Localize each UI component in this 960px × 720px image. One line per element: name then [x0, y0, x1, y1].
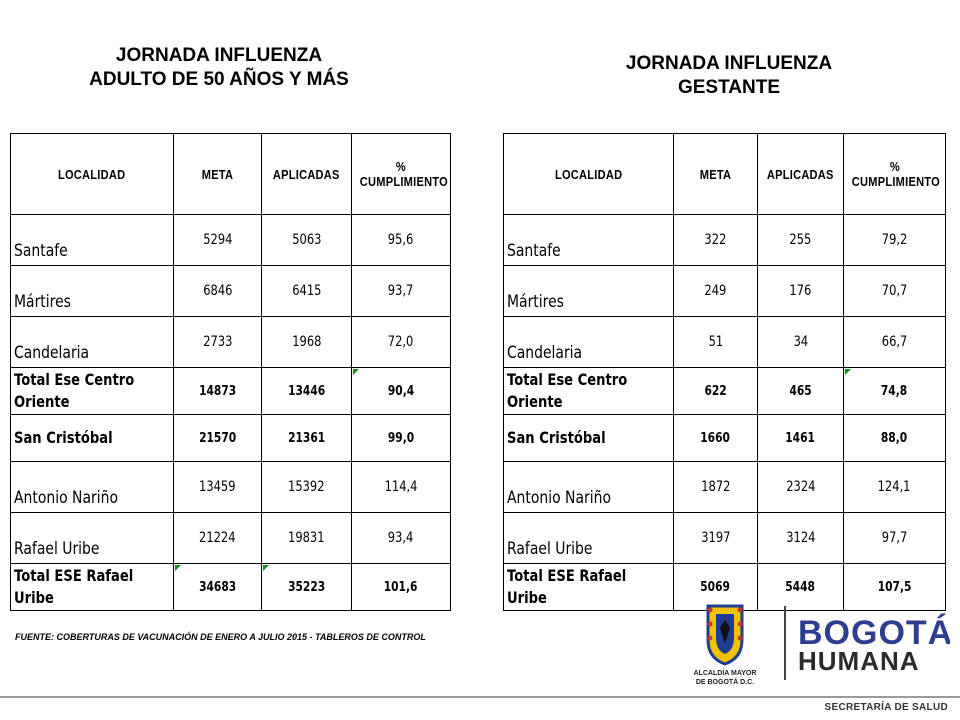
cell-cumplimiento: 101,6: [352, 564, 451, 611]
cell-localidad: Rafael Uribe: [11, 513, 174, 564]
cell-localidad: Mártires: [504, 266, 674, 317]
cell-localidad: San Cristóbal: [11, 415, 174, 462]
cell-meta: 1872: [674, 462, 758, 513]
alcaldia-logo-block: [680, 600, 950, 690]
left-table-title: [14, 44, 424, 92]
footer-divider: [0, 696, 960, 698]
cell-aplicadas: 19831: [262, 513, 352, 564]
cell-cumplimiento: 124,1: [844, 462, 946, 513]
cell-aplicadas: 1968: [262, 317, 352, 368]
cell-meta: 34683: [174, 564, 262, 611]
cell-meta: 13459: [174, 462, 262, 513]
cell-aplicadas: 5063: [262, 215, 352, 266]
table-row: [504, 317, 946, 368]
logo-divider: [784, 606, 786, 680]
cell-cumplimiento: 114,4: [352, 462, 451, 513]
cell-meta: 21570: [174, 415, 262, 462]
cell-localidad: Total Ese Centro Oriente: [11, 368, 174, 415]
table-header-row: [504, 134, 946, 215]
cell-aplicadas: 465: [758, 368, 844, 415]
table-row: [504, 513, 946, 564]
brand-humana-text: HUMANA: [798, 646, 920, 676]
cell-localidad: Total ESE Rafael Uribe: [11, 564, 174, 611]
cell-cumplimiento: 79,2: [844, 215, 946, 266]
left-title-line2: ADULTO DE 50 AÑOS Y MÁS: [89, 69, 349, 90]
table-row: [11, 317, 451, 368]
table-header-row: [11, 134, 451, 215]
header-localidad: LOCALIDAD: [11, 134, 174, 215]
cell-aplicadas: 35223: [262, 564, 352, 611]
cell-meta: 622: [674, 368, 758, 415]
table-row: [11, 513, 451, 564]
table-row: [504, 215, 946, 266]
table-row-total: [504, 368, 946, 415]
header-cumplimiento: % CUMPLIMIENTO: [844, 134, 946, 215]
cell-meta: 14873: [174, 368, 262, 415]
cell-localidad: Total Ese Centro Oriente: [504, 368, 674, 415]
cell-cumplimiento: 99,0: [352, 415, 451, 462]
cell-cumplimiento: 107,5: [844, 564, 946, 611]
cell-meta: 5294: [174, 215, 262, 266]
table-row: [11, 462, 451, 513]
cell-meta: 21224: [174, 513, 262, 564]
cell-aplicadas: 2324: [758, 462, 844, 513]
logo-svg: [680, 600, 950, 690]
cell-localidad: Total ESE Rafael Uribe: [504, 564, 674, 611]
cell-cumplimiento: 74,8: [844, 368, 946, 415]
cell-localidad: Mártires: [11, 266, 174, 317]
cell-cumplimiento: 66,7: [844, 317, 946, 368]
header-aplicadas: APLICADAS: [758, 134, 844, 215]
cell-meta: 3197: [674, 513, 758, 564]
cell-localidad: Antonio Nariño: [504, 462, 674, 513]
header-meta: META: [174, 134, 262, 215]
table-row-total: [11, 368, 451, 415]
table-row: [504, 415, 946, 462]
cell-aplicadas: 15392: [262, 462, 352, 513]
right-table-title: [500, 52, 958, 100]
data-source-note: FUENTE: COBERTURAS DE VACUNACIÓN DE ENERO A JULIO 2015 - TABLEROS DE CONTROL: [15, 632, 426, 642]
alcaldia-text-line2: DE BOGOTÁ D.C.: [695, 679, 755, 686]
cell-localidad: San Cristóbal: [504, 415, 674, 462]
table-row: [11, 266, 451, 317]
table-row: [11, 415, 451, 462]
cell-meta: 5069: [674, 564, 758, 611]
brand-bogota-text: BOGOTÁ: [798, 614, 950, 652]
right-title-line1: JORNADA INFLUENZA: [625, 53, 833, 74]
header-cumplimiento: % CUMPLIMIENTO: [352, 134, 451, 215]
cell-meta: 1660: [674, 415, 758, 462]
cell-cumplimiento: 90,4: [352, 368, 451, 415]
cell-localidad: Antonio Nariño: [11, 462, 174, 513]
cell-aplicadas: 176: [758, 266, 844, 317]
cell-aplicadas: 255: [758, 215, 844, 266]
bogota-coat-of-arms-icon: [708, 606, 743, 664]
cell-localidad: Candelaria: [504, 317, 674, 368]
secretaria-label: SECRETARÍA DE SALUD: [824, 702, 948, 713]
left-title-line1: JORNADA INFLUENZA: [115, 45, 323, 66]
table-row: [11, 215, 451, 266]
cell-cumplimiento: 72,0: [352, 317, 451, 368]
table-row: [504, 462, 946, 513]
cell-meta: 322: [674, 215, 758, 266]
cell-localidad: Santafe: [504, 215, 674, 266]
cell-localidad: Rafael Uribe: [504, 513, 674, 564]
adultos-coverage-table: [10, 133, 451, 611]
cell-meta: 249: [674, 266, 758, 317]
cell-meta: 6846: [174, 266, 262, 317]
cell-aplicadas: 3124: [758, 513, 844, 564]
cell-aplicadas: 34: [758, 317, 844, 368]
table-row-total: [11, 564, 451, 611]
gestantes-coverage-table: [503, 133, 946, 611]
cell-meta: 2733: [174, 317, 262, 368]
cell-aplicadas: 6415: [262, 266, 352, 317]
cell-aplicadas: 21361: [262, 415, 352, 462]
cell-cumplimiento: 70,7: [844, 266, 946, 317]
cell-meta: 51: [674, 317, 758, 368]
cell-localidad: Candelaria: [11, 317, 174, 368]
table-row: [504, 266, 946, 317]
cell-aplicadas: 13446: [262, 368, 352, 415]
header-localidad: LOCALIDAD: [504, 134, 674, 215]
cell-cumplimiento: 97,7: [844, 513, 946, 564]
cell-cumplimiento: 93,7: [352, 266, 451, 317]
header-aplicadas: APLICADAS: [262, 134, 352, 215]
alcaldia-text-line1: ALCALDÍA MAYOR: [693, 670, 757, 677]
cell-cumplimiento: 88,0: [844, 415, 946, 462]
cell-localidad: Santafe: [11, 215, 174, 266]
header-meta: META: [674, 134, 758, 215]
cell-aplicadas: 5448: [758, 564, 844, 611]
right-title-line2: GESTANTE: [677, 77, 781, 98]
cell-cumplimiento: 95,6: [352, 215, 451, 266]
cell-cumplimiento: 93,4: [352, 513, 451, 564]
cell-aplicadas: 1461: [758, 415, 844, 462]
